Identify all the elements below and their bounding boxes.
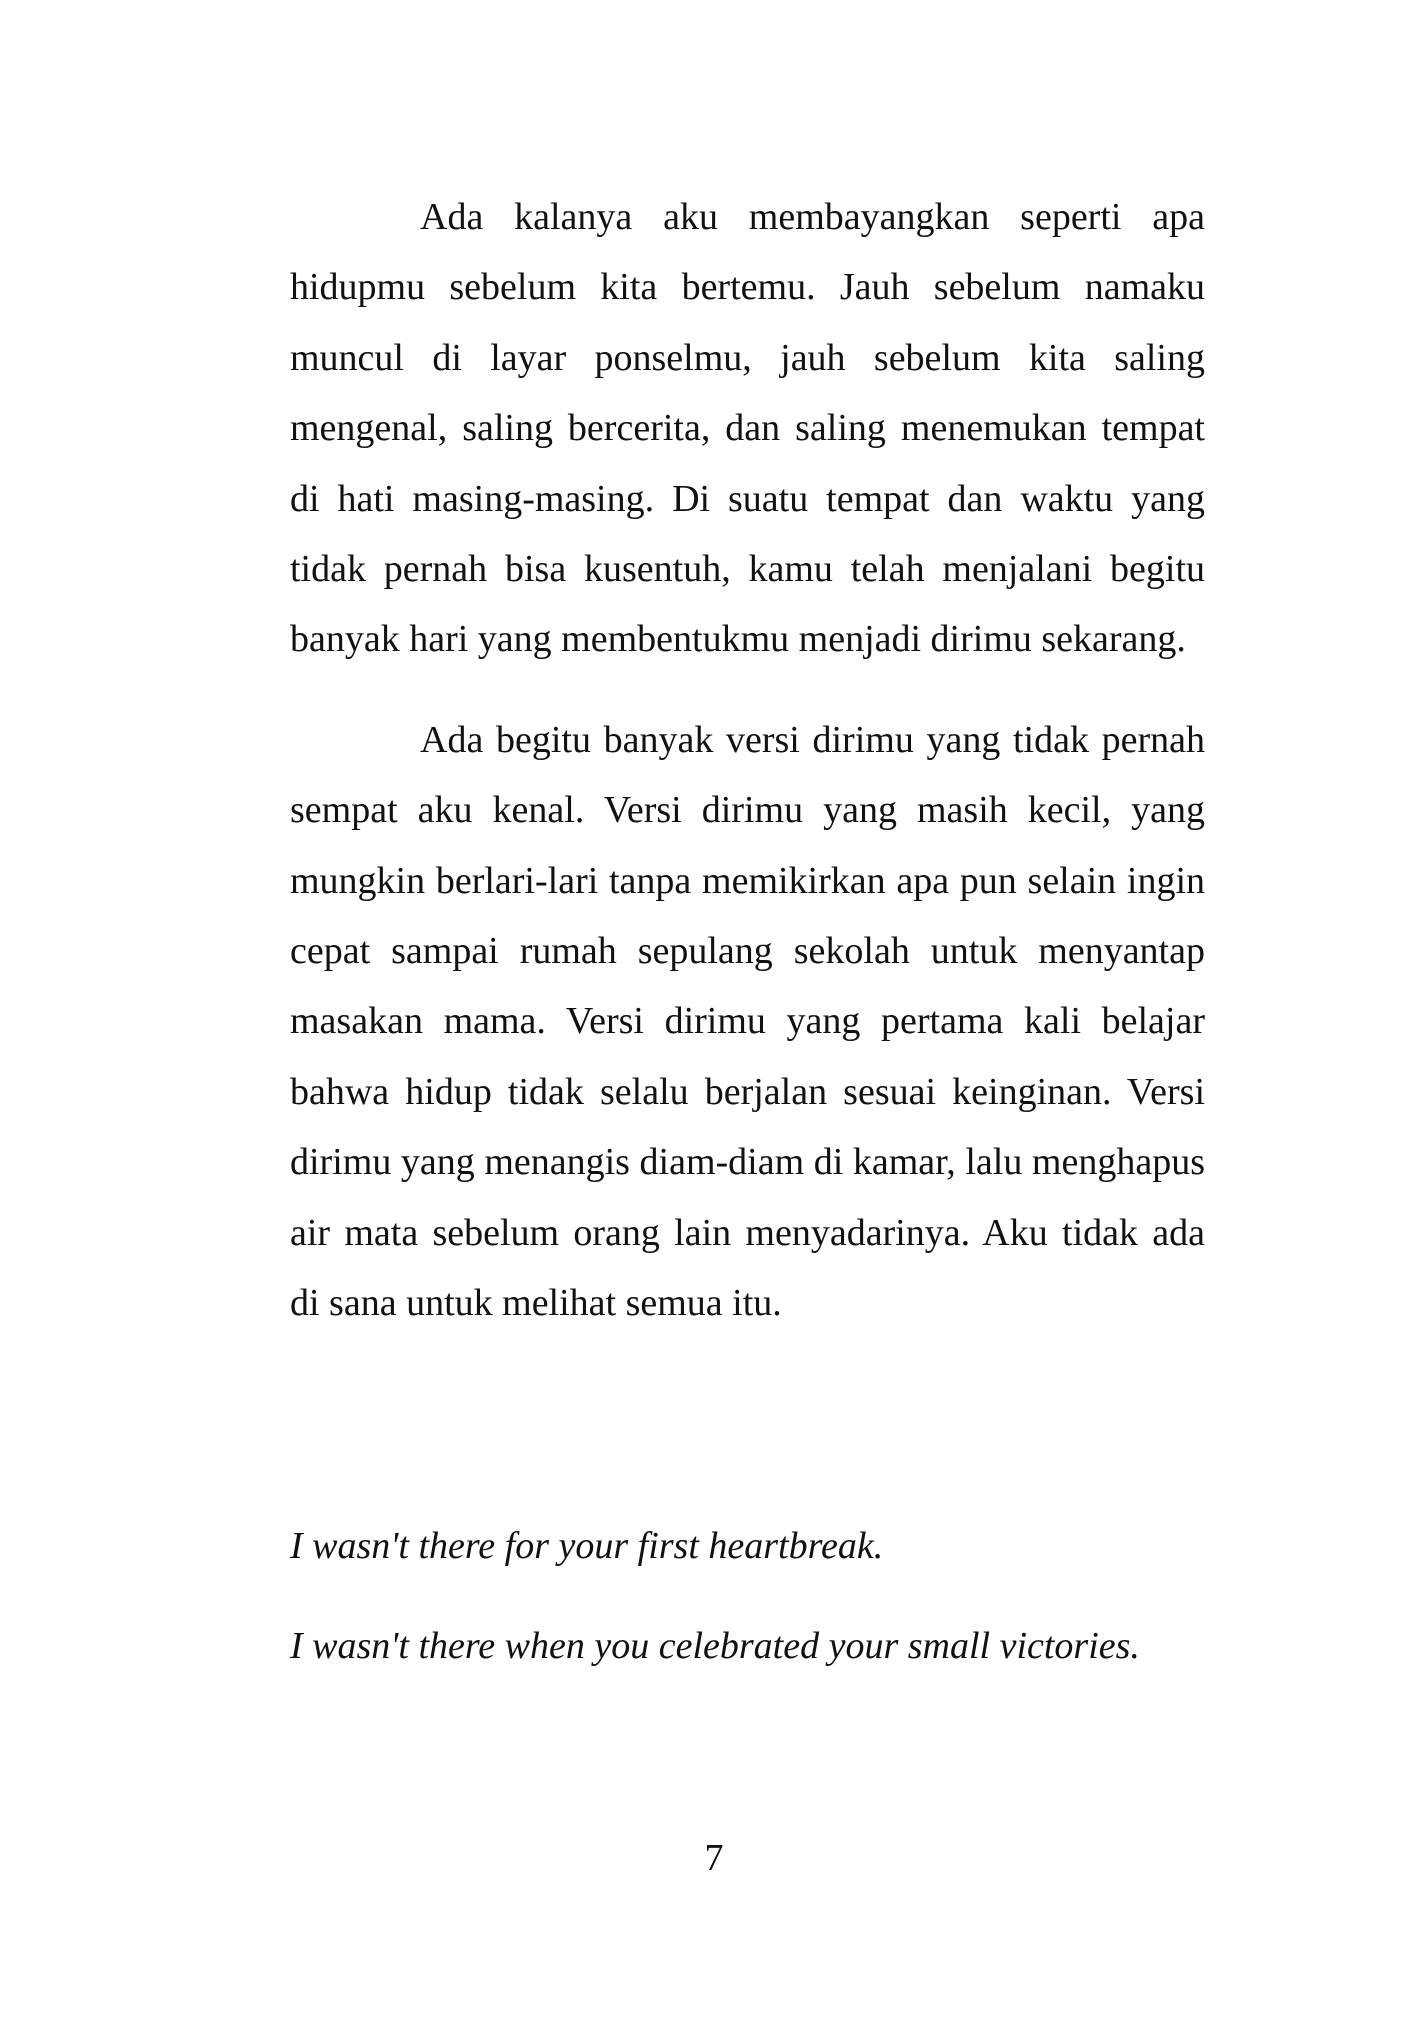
page-number: 7	[704, 1837, 724, 1879]
body-text	[290, 182, 1205, 1339]
italic-line-1: I wasn't there for your first heartbreak.	[290, 1525, 884, 1567]
paragraph-2: Ada begitu banyak versi dirimu yang tidak pernah sempat aku kenal. Versi dirimu yang masih kecil, yang mungkin berlari-lari tanpa memikirkan apa pun selain ingin cepat sampai rumah sepulang sekolah untuk menyantap masakan mama. Versi dirimu yang pertama kali belajar bahwa hidup tidak selalu berjalan sesuai keinginan. Versi dirimu yang menangis diam-diam di kamar, lalu menghapus air mata sebelum orang lain menyadarinya. Aku tidak ada di sana untuk melihat semua itu.	[290, 718, 1205, 1325]
italic-line-2: I wasn't there when you celebrated your small victories.	[290, 1625, 1140, 1667]
paragraph-1: Ada kalanya aku membayangkan seperti apa hidupmu sebelum kita bertemu. Jauh sebelum namaku muncul di layar ponselmu, jauh sebelum kita saling mengenal, saling bercerita, dan saling menemukan tempat di hati masing-masing. Di suatu tempat dan waktu yang tidak pernah bisa kusentuh, kamu telah menjalani begitu banyak hari yang membentukmu menjadi dirimu sekarang.	[290, 196, 1205, 661]
